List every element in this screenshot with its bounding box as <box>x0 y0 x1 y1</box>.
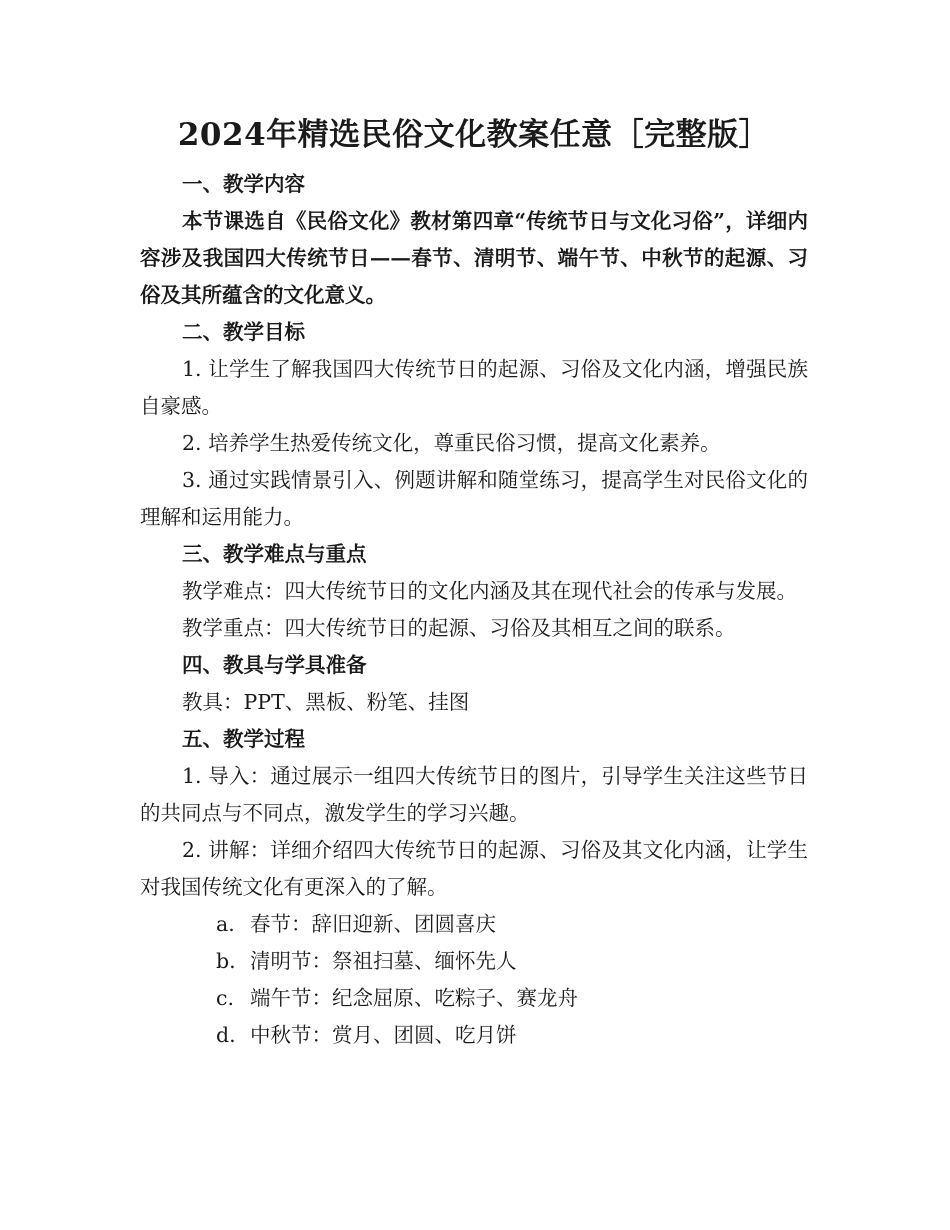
section-body-content: 本节课选自《民俗文化》教材第四章“传统节日与文化习俗”，详细内容涉及我国四大传统节日——春节、清明节、端午节、中秋节的起源、习俗及其所蕴含的文化意义。 <box>140 209 808 307</box>
objective-item: 2. 培养学生热爱传统文化，尊重民俗习惯，提高文化素养。 <box>182 431 721 455</box>
festival-label: d. <box>216 1023 236 1047</box>
section-heading-difficulties: 三、教学难点与重点 <box>182 542 367 566</box>
objective-item: 3. 通过实践情景引入、例题讲解和随堂练习，提高学生对民俗文化的理解和运用能力。 <box>140 468 808 529</box>
section-heading-process: 五、教学过程 <box>182 727 305 751</box>
document-title: 2024年精选民俗文化教案任意［完整版］ <box>177 117 771 153</box>
section-heading-tools: 四、教具与学具准备 <box>182 653 367 677</box>
objective-item: 1. 让学生了解我国四大传统节日的起源、习俗及文化内涵，增强民族自豪感。 <box>140 357 808 418</box>
key-point-text: 教学重点：四大传统节日的起源、习俗及其相互之间的联系。 <box>182 616 736 640</box>
document-content <box>140 112 808 1054</box>
festival-text: 清明节：祭祖扫墓、缅怀先人 <box>250 949 517 973</box>
process-step: 1. 导入：通过展示一组四大传统节日的图片，引导学生关注这些节日的共同点与不同点，激发学生的学习兴趣。 <box>140 764 808 825</box>
section-heading-objectives: 二、教学目标 <box>182 320 305 344</box>
festival-item <box>140 906 808 943</box>
section-heading-content: 一、教学内容 <box>182 172 305 196</box>
festival-label: b. <box>216 949 236 973</box>
process-step: 2. 讲解：详细介绍四大传统节日的起源、习俗及其文化内涵，让学生对我国传统文化有更深入的了解。 <box>140 838 808 899</box>
festival-item <box>140 1017 808 1054</box>
festival-text: 端午节：纪念屈原、吃粽子、赛龙舟 <box>250 986 578 1010</box>
festival-label: a. <box>216 912 235 936</box>
festival-label: c. <box>216 986 234 1010</box>
festival-item <box>140 943 808 980</box>
festival-item <box>140 980 808 1017</box>
tools-text: 教具：PPT、黑板、粉笔、挂图 <box>182 690 470 714</box>
festival-text: 中秋节：赏月、团圆、吃月饼 <box>250 1023 517 1047</box>
difficulty-text: 教学难点：四大传统节日的文化内涵及其在现代社会的传承与发展。 <box>182 579 797 603</box>
festival-text: 春节：辞旧迎新、团圆喜庆 <box>250 912 496 936</box>
